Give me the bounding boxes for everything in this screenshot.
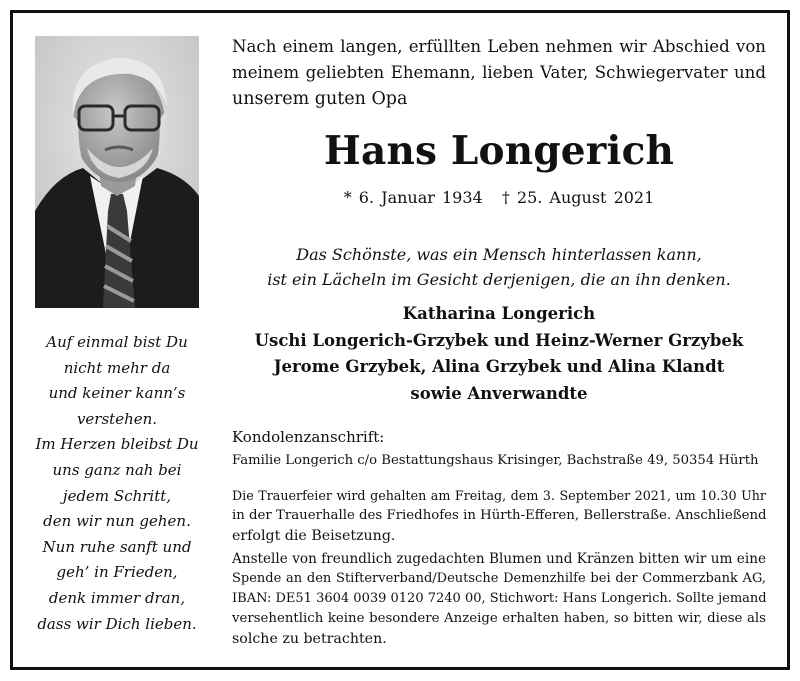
poem-line: Auf einmal bist Du xyxy=(46,333,188,351)
poem-line: Nun ruhe sanft und xyxy=(42,537,192,556)
birth-date: * 6. Januar 1934 xyxy=(343,188,483,207)
condolence-label: Kondolenzanschrift: xyxy=(232,428,385,446)
condolence-address-line: Familie Longerich c/o Bestattungshaus Krisinger, Bachstraße 49, 50354 Hürth xyxy=(232,453,759,468)
poem-line: nicht mehr da xyxy=(63,358,171,377)
funeral-line: erfolgt die Beisetzung. xyxy=(232,528,396,544)
intro-text xyxy=(232,34,766,112)
condolence-address xyxy=(232,425,766,473)
mourner-line: Uschi Longerich-Grzybek und Heinz-Werner Grzybek xyxy=(254,330,744,350)
funeral-line: Die Trauerfeier wird gehalten am Freitag, dem 3. September 2021, um 10.30 Uhr xyxy=(232,488,766,503)
portrait-photo xyxy=(35,36,199,308)
deceased-name: Hans Longerich xyxy=(323,128,675,174)
quote-line: ist ein Lächeln im Gesicht derjenigen, die an ihn denken. xyxy=(267,270,731,289)
mourner-line: Katharina Longerich xyxy=(402,304,596,323)
death-date: † 25. August 2021 xyxy=(501,188,655,207)
donation-line: Spende an den Stifterverband/Deutsche Demenzhilfe bei der Commerzbank AG, xyxy=(232,571,766,586)
intro-line: meinem geliebten Ehemann, lieben Vater, Schwiegervater und xyxy=(232,63,766,82)
poem xyxy=(22,330,212,637)
mourner-line: sowie Anverwandte xyxy=(410,383,588,403)
poem-line: denk immer dran, xyxy=(48,588,186,607)
poem-line: Im Herzen bleibst Du xyxy=(35,435,199,454)
donation-line: solche zu betrachten. xyxy=(232,631,387,647)
intro-line: Nach einem langen, erfüllten Leben nehmen wir Abschied von xyxy=(232,37,766,56)
poem-line: geh’ in Frieden, xyxy=(56,563,178,582)
funeral-line: in der Trauerhalle des Friedhofes in Hürth-Efferen, Bellerstraße. Anschließend xyxy=(232,508,767,523)
poem-line: den wir nun gehen. xyxy=(43,512,191,531)
poem-line: und keiner kann’s xyxy=(48,384,186,403)
mourner-line: Jerome Grzybek, Alina Grzybek und Alina Klandt xyxy=(273,357,725,376)
donation-line: IBAN: DE51 3604 0039 0120 7240 00, Stichwort: Hans Longerich. Sollte jemand xyxy=(232,591,767,606)
poem-line: verstehen. xyxy=(76,409,158,428)
funeral-notice xyxy=(232,486,766,546)
intro-line: unserem guten Opa xyxy=(232,89,408,109)
donation-notice xyxy=(232,549,766,649)
quote-line: Das Schönste, was ein Mensch hinterlassen kann, xyxy=(296,245,702,264)
donation-line: versehentlich keine besondere Anzeige erhalten haben, so bitten wir, diese als xyxy=(232,611,766,626)
donation-line: Anstelle von freundlich zugedachten Blumen und Kränzen bitten wir um eine xyxy=(232,551,766,567)
memorial-quote xyxy=(232,242,766,292)
life-dates xyxy=(232,188,766,207)
poem-line: dass wir Dich lieben. xyxy=(37,614,197,633)
poem-line: jedem Schritt, xyxy=(62,486,172,505)
poem-line: uns ganz nah bei xyxy=(52,460,182,479)
mourners-list xyxy=(232,301,766,407)
